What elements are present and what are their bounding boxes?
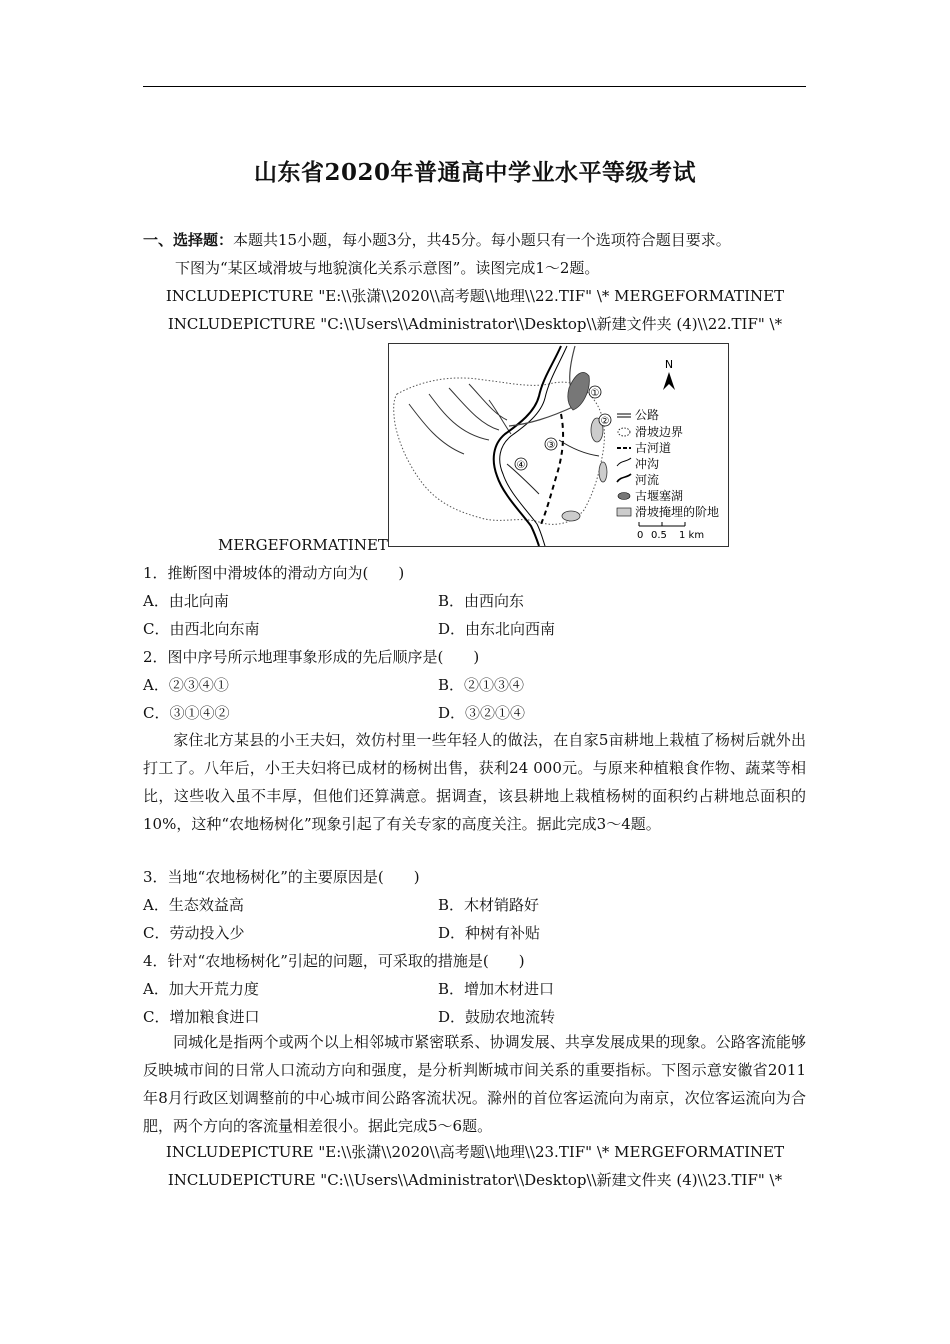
buried-terrace-3 [562, 511, 580, 521]
q1-stem: 1．推断图中滑坡体的滑动方向为( ) [143, 564, 405, 582]
north-arrow-icon [663, 372, 675, 390]
legend-symbols [617, 414, 631, 516]
north-label: N [664, 358, 674, 371]
label-3: ③ [546, 440, 556, 451]
legend-dammed-lake: 古堰塞湖 [635, 489, 684, 503]
gully-lines [409, 384, 511, 454]
q4-option-a: A．加大开荒力度 [143, 980, 259, 998]
q2-stem: 2．图中序号所示地理事象形成的先后顺序是( ) [143, 648, 480, 666]
header-rule [143, 86, 806, 87]
page-title: 山东省2020年普通高中学业水平等级考试 [253, 159, 696, 186]
legend-ancient-channel: 古河道 [635, 441, 672, 455]
passage-q5-6-text: 同城化是指两个或两个以上相邻城市紧密联系、协调发展、共享发展成果的现象。公路客流能够反映城市间的日常人口流动方向和强度，是分析判断城市间关系的重要指标。下图示意安徽省2011年8月行政区划调整前的中心城市间公路客流状况。滁州的首位客运流向为南京，次位客运流向为合肥，两个方向的客流量相差很小。据此完成5～6题。 [143, 1033, 806, 1135]
q4-stem: 4．针对“农地杨树化”引起的问题，可采取的措施是( ) [143, 952, 525, 970]
q2-option-a: A．②③④① [143, 676, 229, 694]
q2-option-d: D．③②①④ [438, 704, 526, 722]
q1-option-c: C．由西北向东南 [143, 620, 260, 638]
legend-road: 公路 [635, 408, 660, 422]
label-1: ① [590, 388, 600, 399]
scale-0: 0 [637, 530, 644, 541]
section-label: 一、选择题： [143, 231, 234, 249]
label-2: ② [600, 416, 610, 427]
include-field-1a: INCLUDEPICTURE "E:\\张潇\\2020\\高考题\\地理\\22.TIF" \* MERGEFORMATINET [165, 287, 785, 305]
q4-option-c: C．增加粮食进口 [143, 1008, 260, 1026]
scale-bar [637, 522, 704, 541]
q3-stem: 3．当地“农地杨树化”的主要原因是( ) [143, 868, 420, 886]
q3-option-a: A．生态效益高 [143, 896, 244, 914]
q3-option-b: B．木材销路好 [438, 896, 540, 914]
scale-half: 0.5 [651, 530, 667, 541]
passage-q3-4 [143, 726, 806, 838]
mergeformat-field: MERGEFORMATINET [218, 536, 388, 554]
legend-river: 河流 [635, 473, 660, 487]
landslide-map-figure [388, 343, 729, 547]
q1-option-d: D．由东北向西南 [438, 620, 556, 638]
include-field-2a: INCLUDEPICTURE "E:\\张潇\\2020\\高考题\\地理\\23.TIF" \* MERGEFORMATINET [165, 1143, 785, 1161]
passage-q5-6 [143, 1028, 806, 1140]
include-field-1b: INCLUDEPICTURE "C:\\Users\\Administrator\\Desktop\\新建文件夹 (4)\\22.TIF" \* [167, 315, 783, 333]
intro-q1-2: 下图为“某区域滑坡与地貌演化关系示意图”。读图完成1～2题。 [175, 259, 600, 277]
q3-option-c: C．劳动投入少 [143, 924, 245, 942]
q3-option-d: D．种树有补贴 [438, 924, 541, 942]
passage-q3-4-text: 家住北方某县的小王夫妇，效仿村里一些年轻人的做法，在自家5亩耕地上栽植了杨树后就外出打工了。八年后，小王夫妇将已成材的杨树出售，获利24 000元。与原来种植粮食作物、蔬菜等相比，这些收入虽不丰厚，但他们还算满意。据调查，该县耕地上栽植杨树的面积约占耕地总面积的10%，这种“农地杨树化”现象引起了有关专家的高度关注。据此完成3～4题。 [143, 731, 806, 833]
section-heading [143, 230, 731, 250]
q2-option-b: B．②①③④ [438, 676, 525, 694]
q2-option-c: C．③①④② [143, 704, 230, 722]
q1-option-b: B．由西向东 [438, 592, 525, 610]
buried-terrace-2 [599, 462, 607, 482]
q1-option-a: A．由北向南 [143, 592, 229, 610]
landslide-map [389, 344, 728, 546]
ancient-channel [541, 414, 563, 524]
legend-buried-terrace: 滑坡掩埋的阶地 [635, 505, 720, 519]
scale-1km: 1 km [679, 530, 705, 541]
include-field-2b: INCLUDEPICTURE "C:\\Users\\Administrator\\Desktop\\新建文件夹 (4)\\23.TIF" \* [167, 1171, 783, 1189]
q4-option-d: D．鼓励农地流转 [438, 1008, 556, 1026]
legend-gully: 冲沟 [635, 457, 660, 471]
q4-option-b: B．增加木材进口 [438, 980, 555, 998]
dammed-lake [568, 372, 590, 410]
section-description: 本题共15小题，每小题3分，共45分。每小题只有一个选项符合题目要求。 [233, 231, 731, 249]
label-4: ④ [516, 460, 526, 471]
legend-landslide-boundary: 滑坡边界 [635, 425, 684, 439]
